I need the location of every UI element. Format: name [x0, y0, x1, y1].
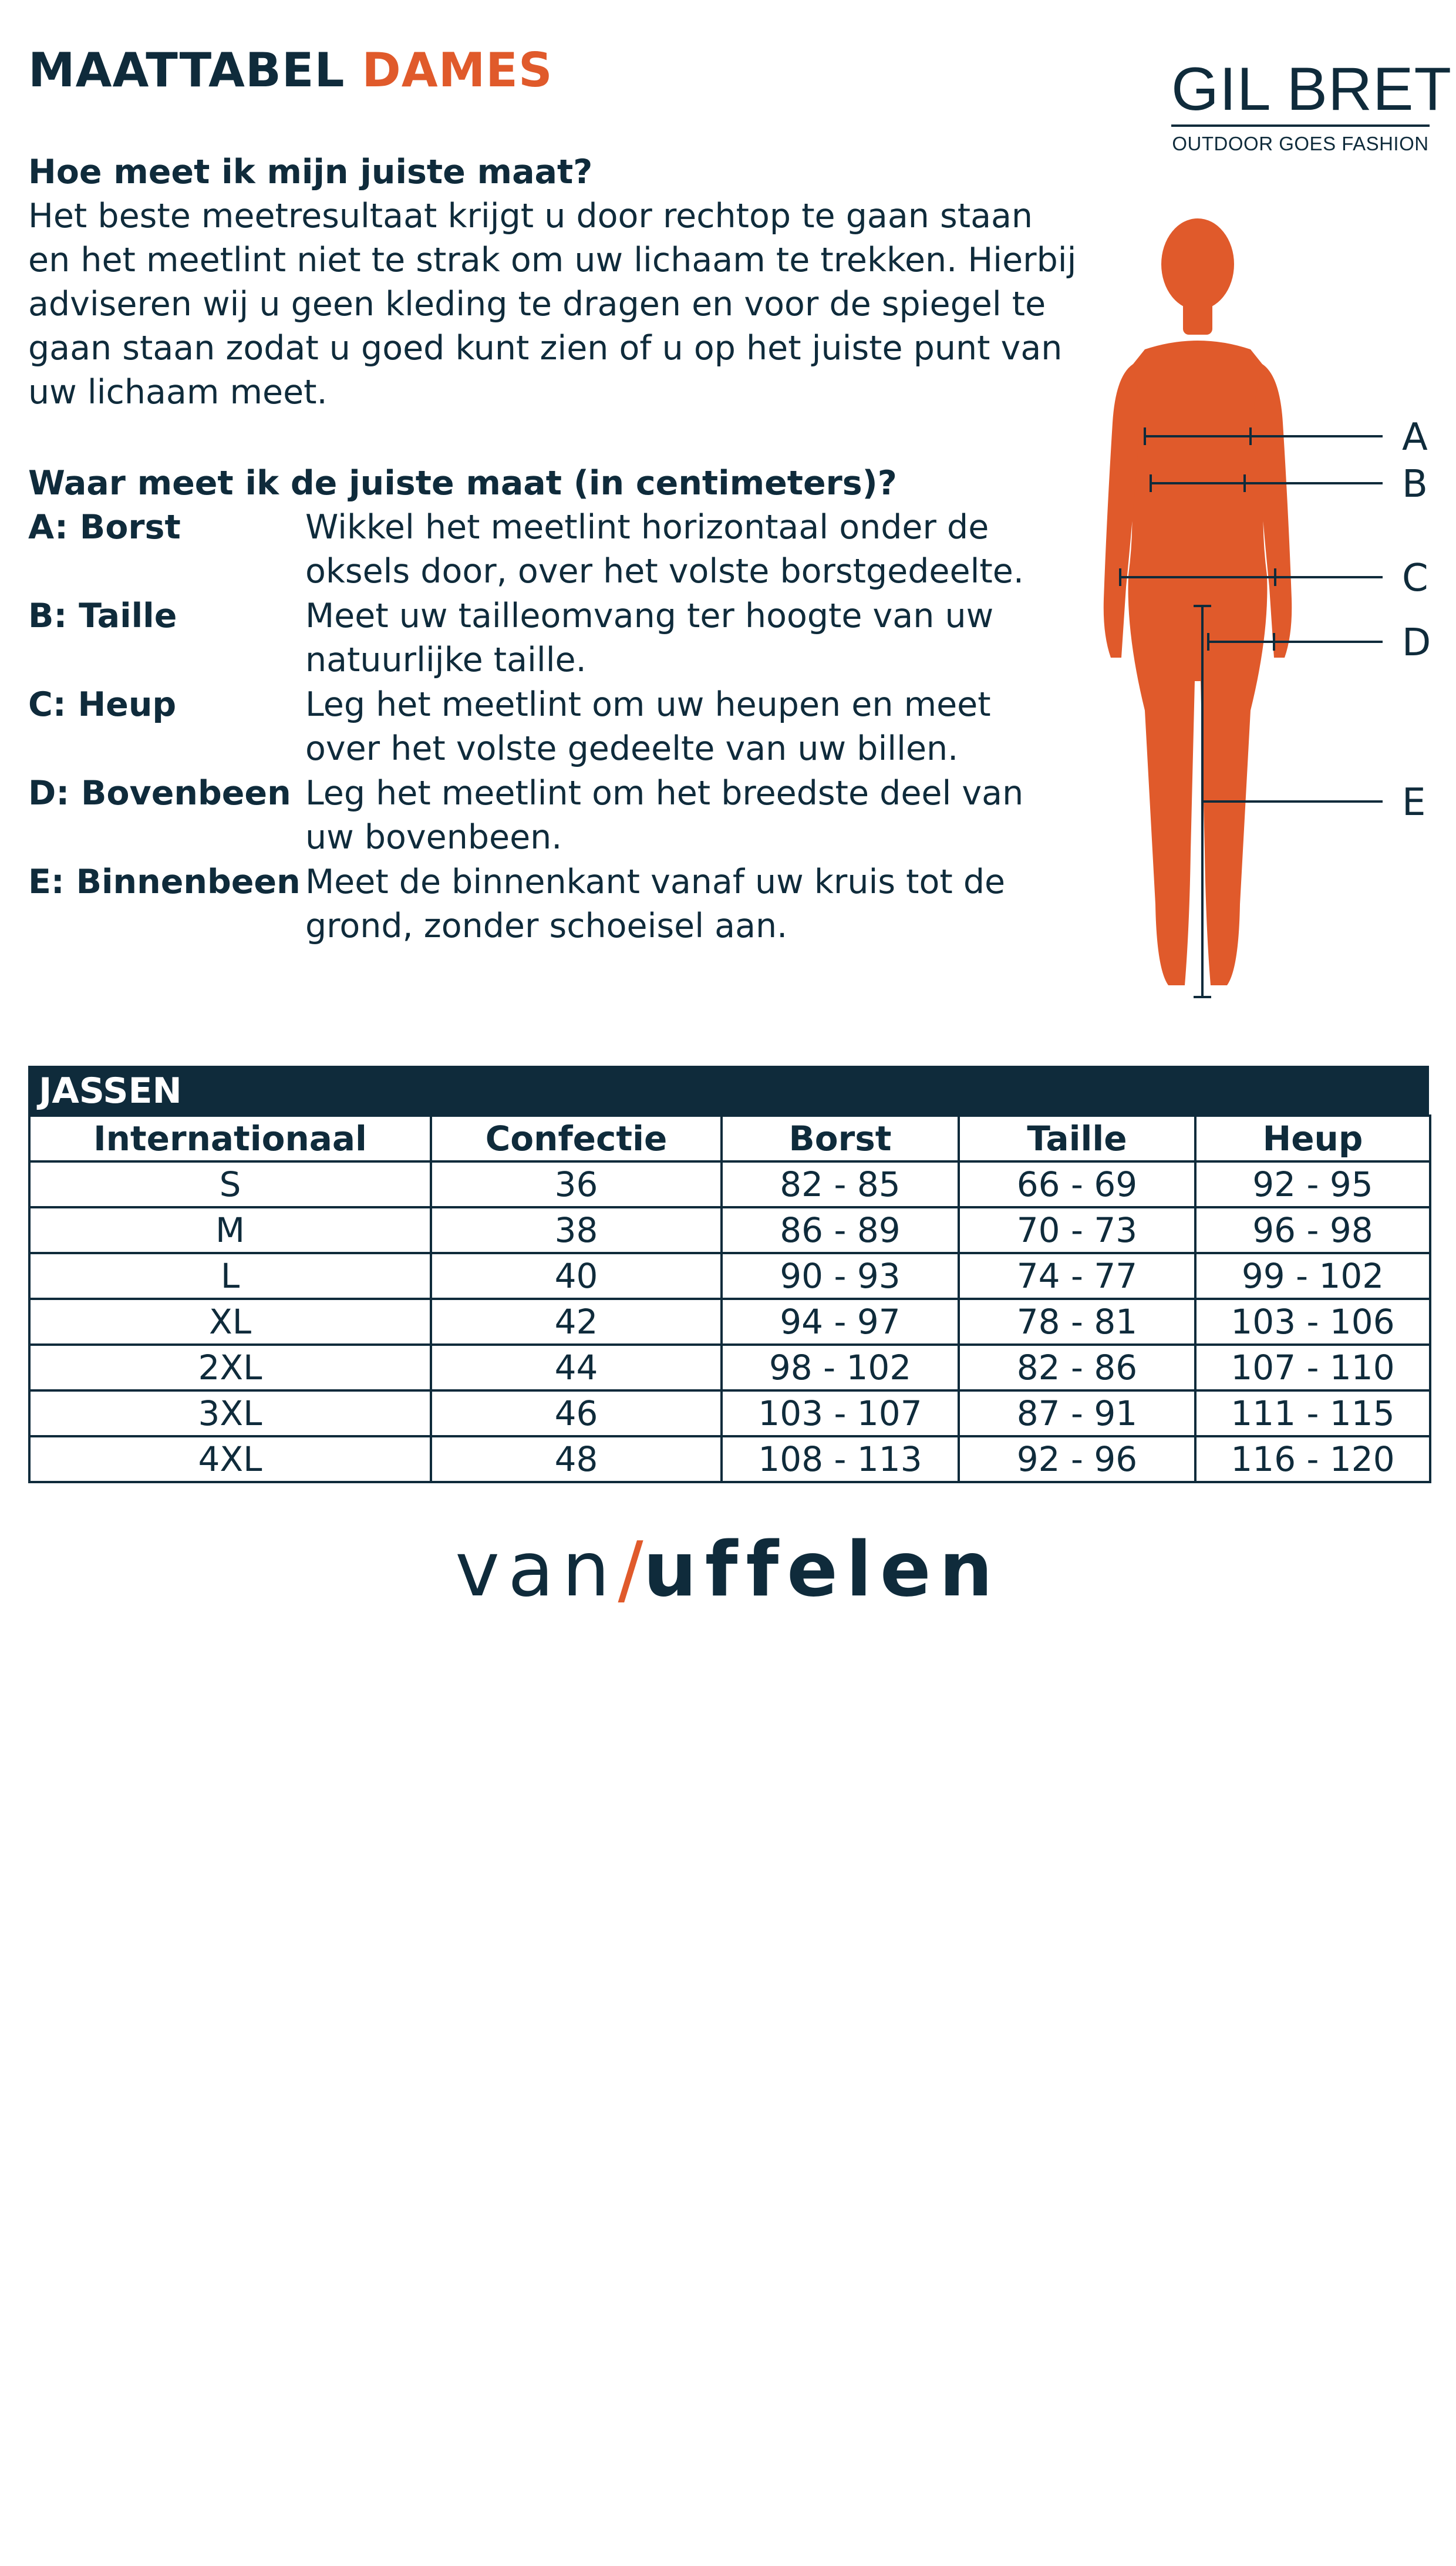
table-cell: 44: [431, 1345, 722, 1390]
title-main: MAATTABEL: [28, 43, 345, 97]
howto-line: en het meetlint niet te strak om uw lichaam te trekken. Hierbij: [28, 241, 1077, 280]
table-header-row: [29, 1116, 1430, 1161]
howto-line: Het beste meetresultaat krijgt u door rechtop te gaan staan: [28, 197, 1033, 235]
table-cell: 42: [431, 1299, 722, 1345]
table-cell: 98 - 102: [722, 1345, 959, 1390]
measure-label: B: Taille: [28, 597, 177, 635]
table-row: [29, 1436, 1430, 1482]
table-row: [29, 1253, 1430, 1299]
measure-label: A: Borst: [28, 508, 181, 547]
table-cell: 94 - 97: [722, 1299, 959, 1345]
table-cell: 99 - 102: [1195, 1253, 1430, 1299]
measure-label: E: Binnenbeen: [28, 863, 301, 901]
table-cell: 70 - 73: [959, 1207, 1195, 1253]
table-cell: 103 - 106: [1195, 1299, 1430, 1345]
table-row: [29, 1390, 1430, 1436]
marker-e: E: [1402, 781, 1426, 824]
measure-desc-line: Wikkel het meetlint horizontaal onder de: [305, 508, 989, 547]
measure-desc-line: natuurlijke taille.: [305, 641, 587, 679]
measure-desc-line: Leg het meetlint om uw heupen en meet: [305, 685, 991, 724]
table-cell: 40: [431, 1253, 722, 1299]
table-cell: 3XL: [29, 1390, 431, 1436]
measure-description: [305, 860, 1005, 948]
table-cell: 111 - 115: [1195, 1390, 1430, 1436]
table-cell: S: [29, 1161, 431, 1207]
table-cell: 90 - 93: [722, 1253, 959, 1299]
table-cell: 87 - 91: [959, 1390, 1195, 1436]
table-cell: 92 - 96: [959, 1436, 1195, 1482]
howto-line: uw lichaam meet.: [28, 373, 328, 412]
table-cell: 74 - 77: [959, 1253, 1195, 1299]
howto-section: [28, 150, 1085, 415]
measure-desc-line: Leg het meetlint om het breedste deel van: [305, 774, 1024, 813]
measure-description: [305, 772, 1023, 860]
table-cell: 66 - 69: [959, 1161, 1195, 1207]
table-cell: 107 - 110: [1195, 1345, 1430, 1390]
measure-desc-line: over het volste gedeelte van uw billen.: [305, 729, 959, 768]
logo-slash: /: [618, 1526, 643, 1614]
table-row: [29, 1207, 1430, 1253]
table-cell: 116 - 120: [1195, 1436, 1430, 1482]
measure-heading: Waar meet ik de juiste maat (in centimeters)?: [28, 464, 897, 503]
howto-line: gaan staan zodat u goed kunt zien of u op het juiste punt van: [28, 329, 1063, 368]
title-accent: DAMES: [362, 43, 553, 97]
brand-tagline: OUTDOOR GOES FASHION: [1172, 133, 1429, 154]
howto-line: adviseren wij u geen kleding te dragen en voor de spiegel te: [28, 285, 1046, 324]
marker-c: C: [1402, 557, 1428, 600]
logo-part-uffelen: uffelen: [643, 1526, 1001, 1614]
table-cell: L: [29, 1253, 431, 1299]
measure-desc-line: Meet de binnenkant vanaf uw kruis tot de: [305, 863, 1006, 901]
table-cell: 38: [431, 1207, 722, 1253]
logo-part-van: van: [455, 1526, 618, 1614]
measure-description: [305, 683, 991, 771]
table-cell: 36: [431, 1161, 722, 1207]
table-cell: 92 - 95: [1195, 1161, 1430, 1207]
table-cell: 82 - 85: [722, 1161, 959, 1207]
brand-name: GIL BRET: [1171, 55, 1452, 123]
table-cell: 108 - 113: [722, 1436, 959, 1482]
table-row: [29, 1345, 1430, 1390]
table-title: JASSEN: [28, 1066, 1429, 1114]
howto-paragraph: [28, 194, 1085, 415]
column-header: Taille: [959, 1116, 1195, 1161]
marker-d: D: [1402, 621, 1431, 665]
body-figure-illustration: [1080, 211, 1444, 998]
table-row: [29, 1161, 1430, 1207]
measure-desc-line: Meet uw tailleomvang ter hoogte van uw: [305, 597, 994, 635]
table-cell: 103 - 107: [722, 1390, 959, 1436]
table-row: [29, 1299, 1430, 1345]
table-cell: 2XL: [29, 1345, 431, 1390]
measure-desc-line: uw bovenbeen.: [305, 818, 562, 857]
measure-label: C: Heup: [28, 685, 177, 724]
table-cell: 96 - 98: [1195, 1207, 1430, 1253]
table-cell: 82 - 86: [959, 1345, 1195, 1390]
measurement-markers: [1402, 416, 1431, 824]
measure-description: [305, 506, 1024, 594]
brand-logo: [1171, 55, 1452, 155]
table-cell: 86 - 89: [722, 1207, 959, 1253]
marker-a: A: [1402, 416, 1428, 459]
size-table-section: [28, 1066, 1429, 1483]
table-cell: M: [29, 1207, 431, 1253]
table-cell: 48: [431, 1436, 722, 1482]
measure-desc-line: grond, zonder schoeisel aan.: [305, 907, 788, 945]
column-header: Internationaal: [29, 1116, 431, 1161]
table-cell: XL: [29, 1299, 431, 1345]
column-header: Confectie: [431, 1116, 722, 1161]
page-title: [28, 43, 553, 97]
marker-b: B: [1402, 463, 1428, 506]
measure-description: [305, 594, 993, 682]
table-cell: 4XL: [29, 1436, 431, 1482]
column-header: Heup: [1195, 1116, 1430, 1161]
brand-divider: [1171, 124, 1430, 127]
size-table: [28, 1114, 1431, 1483]
howto-heading: Hoe meet ik mijn juiste maat?: [28, 153, 593, 191]
female-silhouette-icon: [1104, 218, 1292, 985]
table-cell: 78 - 81: [959, 1299, 1195, 1345]
column-header: Borst: [722, 1116, 959, 1161]
van-uffelen-logo: [0, 1526, 1456, 1614]
measure-label: D: Bovenbeen: [28, 774, 291, 813]
measure-desc-line: oksels door, over het volste borstgedeelte.: [305, 552, 1024, 591]
table-cell: 46: [431, 1390, 722, 1436]
